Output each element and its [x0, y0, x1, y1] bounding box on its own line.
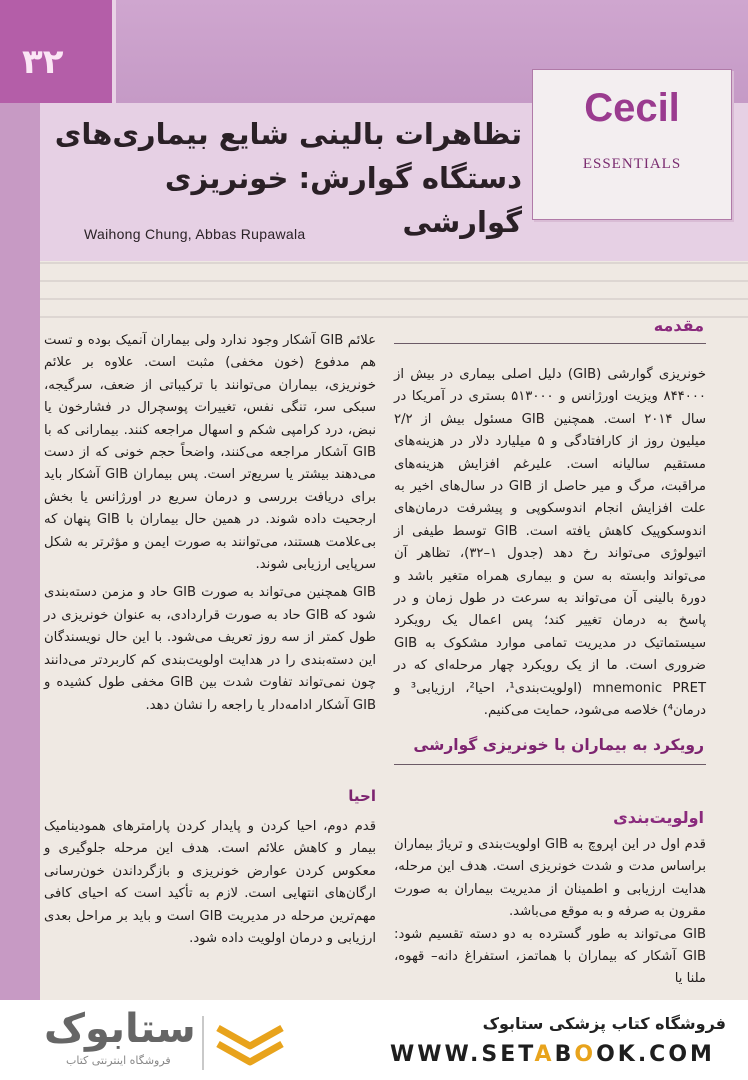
- cecil-logo: [532, 69, 732, 220]
- top-rule: [112, 0, 116, 103]
- logo-subtitle: ESSENTIALS: [582, 156, 682, 172]
- store-footer: [0, 1000, 748, 1080]
- setabook-logo-word: ستابوک: [44, 1006, 196, 1052]
- url-part-3: OK.COM: [596, 1042, 715, 1067]
- intro-heading: مقدمه: [653, 316, 704, 335]
- resuscitation-paragraph: [44, 816, 376, 950]
- page-number-box: [0, 0, 112, 103]
- priority-paragraph: [394, 834, 706, 991]
- resuscitation-text: قدم دوم، احیا کردن و پایدار کردن پارامترهای همودینامیک بیمار و کاهش علائم است. هدف این مرحله جلوگیری و معکوس کردن عوارض خونریزی و بازگرداندن خون‌رسانی ارگان‌های انتهایی است. لازم به تأکید است که احیای کافی مهم‌ترین مرحله در مدیریت GIB است و باید بر مراحل بعدی ارزیابی و درمان اولویت داده شود.: [44, 819, 376, 947]
- left-text-2: GIB همچنین می‌تواند به صورت GIB حاد و مزمن دسته‌بندی شود که GIB حاد به صورت قراردادی، به عنوان خونریزی در طول کمتر از سه روز تعریف می‌شود. با این حال نویسندگان این دسته‌بندی را در هدایت اولویت‌بندی کم کاربردتر می‌دانند چون نمی‌تواند تفاوت شدت بین GIB مخفی طول کشیده و GIB آشکار ادامه‌دار یا راجعه را نشان دهد.: [44, 585, 376, 713]
- chapter-authors: Waihong Chung, Abbas Rupawala: [84, 226, 306, 242]
- approach-divider: [394, 764, 706, 765]
- intro-text: خونریزی گوارشی (GIB) دلیل اصلی بیماری در بیش از ۸۴۴۰۰۰ ویزیت اورژانس و ۵۱۳۰۰۰ بستری در آمریکا در سال ۲۰۱۴ است. همچنین GIB مسئول بیش از ۲/۲ میلیون روز از کارافتادگی و ۵ میلیارد دلار در هزینه‌های مستقیم سالیانه است. علیرغم افزایش هزینه‌های مراقبت، مرگ و میر حاصل از GIB در سال‌های اخیر به علت افزایش انجام اندوسکوپی و پیشرفت درمان‌های اندوسکوپیک کاهش یافته است. GIB توسط طیفی از اتیولوژی می‌تواند رخ دهد (جدول ۱–۳۲)، تظاهر آن می‌تواند وابسته به سن و بیماری همراه متغیر باشد و دورهٔ بالینی آن می‌تواند به سرعت در طول زمان و در پاسخ به درمان تغییر کند؛ پس اعمال یک رویکرد سیستماتیک در مدیریت تمامی موارد مشکوک به GIB ضروری است. ما از یک رویکرد چهار مرحله‌ای که در mnemonic PRET (اولویت‌بندی¹، احیا²، ارزیابی³ و درمان⁴) خلاصه می‌شود، حمایت می‌کنیم.: [394, 367, 707, 719]
- footer-separator: [202, 1016, 204, 1070]
- url-highlight-1: A: [534, 1042, 555, 1067]
- page-number: ۳۲: [22, 42, 64, 82]
- priority-text: قدم اول در این اپروچ به GIB اولویت‌بندی و تریاژ بیماران براساس مدت و شدت خونریزی است. هدف این مرحله، هدایت ارزیابی و اطمینان از مدیریت بیماران به صورت مقرون به صرفه و به موقع می‌باشد.: [394, 837, 706, 920]
- priority-text-2: GIB می‌تواند به طور گسترده به دو دسته تقسیم شود: GIB آشکار که بیماران با هماتمز، استفراغ دانه– قهوه، ملنا یا: [394, 926, 706, 987]
- logo-word: Cecil: [584, 86, 680, 130]
- chapter-title-line-1: تظاهرات بالینی شایع بیماری‌های: [54, 117, 522, 151]
- store-name: فروشگاه کتاب پزشکی ستابوک: [482, 1014, 726, 1033]
- intro-paragraph: [394, 364, 706, 723]
- store-url[interactable]: [390, 1042, 715, 1067]
- left-strip: [0, 103, 40, 1000]
- priority-heading: اولویت‌بندی: [613, 808, 704, 827]
- chevron-logo-icon: [214, 1018, 286, 1070]
- approach-heading: رویکرد به بیماران با خونریزی گوارشی: [413, 736, 704, 754]
- intro-divider: [394, 343, 706, 344]
- chapter-title: [52, 112, 522, 244]
- bleed-through-texture: [40, 262, 748, 322]
- chapter-title-line-2: دستگاه گوارش: خونریزی گوارشی: [164, 161, 522, 239]
- left-paragraph-1: [44, 330, 376, 717]
- url-part-1: WWW.SET: [390, 1042, 535, 1067]
- url-highlight-2: O: [574, 1042, 597, 1067]
- url-part-2: B: [554, 1042, 575, 1067]
- setabook-logo-subtitle: فروشگاه اینترنتی کتاب: [66, 1054, 171, 1067]
- left-text-1: علائم GIB آشکار وجود ندارد ولی بیماران آنمیک بوده و تست هم مدفوع (خون مخفی) مثبت است. علاوه بر علائم خونریزی، بیماران می‌توانند با ترکیباتی از ضعف، سرگیجه، سبکی سر، تنگی نفس، تغییرات پوسچرال در فشارخون یا نبض، درد کرامپی شکم و اسهال مراجعه کنند. بیمارانی که با GIB آشکار مراجعه می‌کنند، واضحاً حجم خونی که از دست می‌دهند بیشتر یا سریع‌تر است. پس بیماران GIB آشکار باید برای دریافت بررسی و درمان سریع در اورژانس یا بخش ارجحیت داده شوند. در همین حال بیماران با GIB پنهان که بی‌علامت هستند، می‌توانند به صورت ایمن و مؤثرتر به شکل سرپایی ارزیابی شوند.: [44, 333, 376, 573]
- resuscitation-heading: احیا: [348, 787, 376, 805]
